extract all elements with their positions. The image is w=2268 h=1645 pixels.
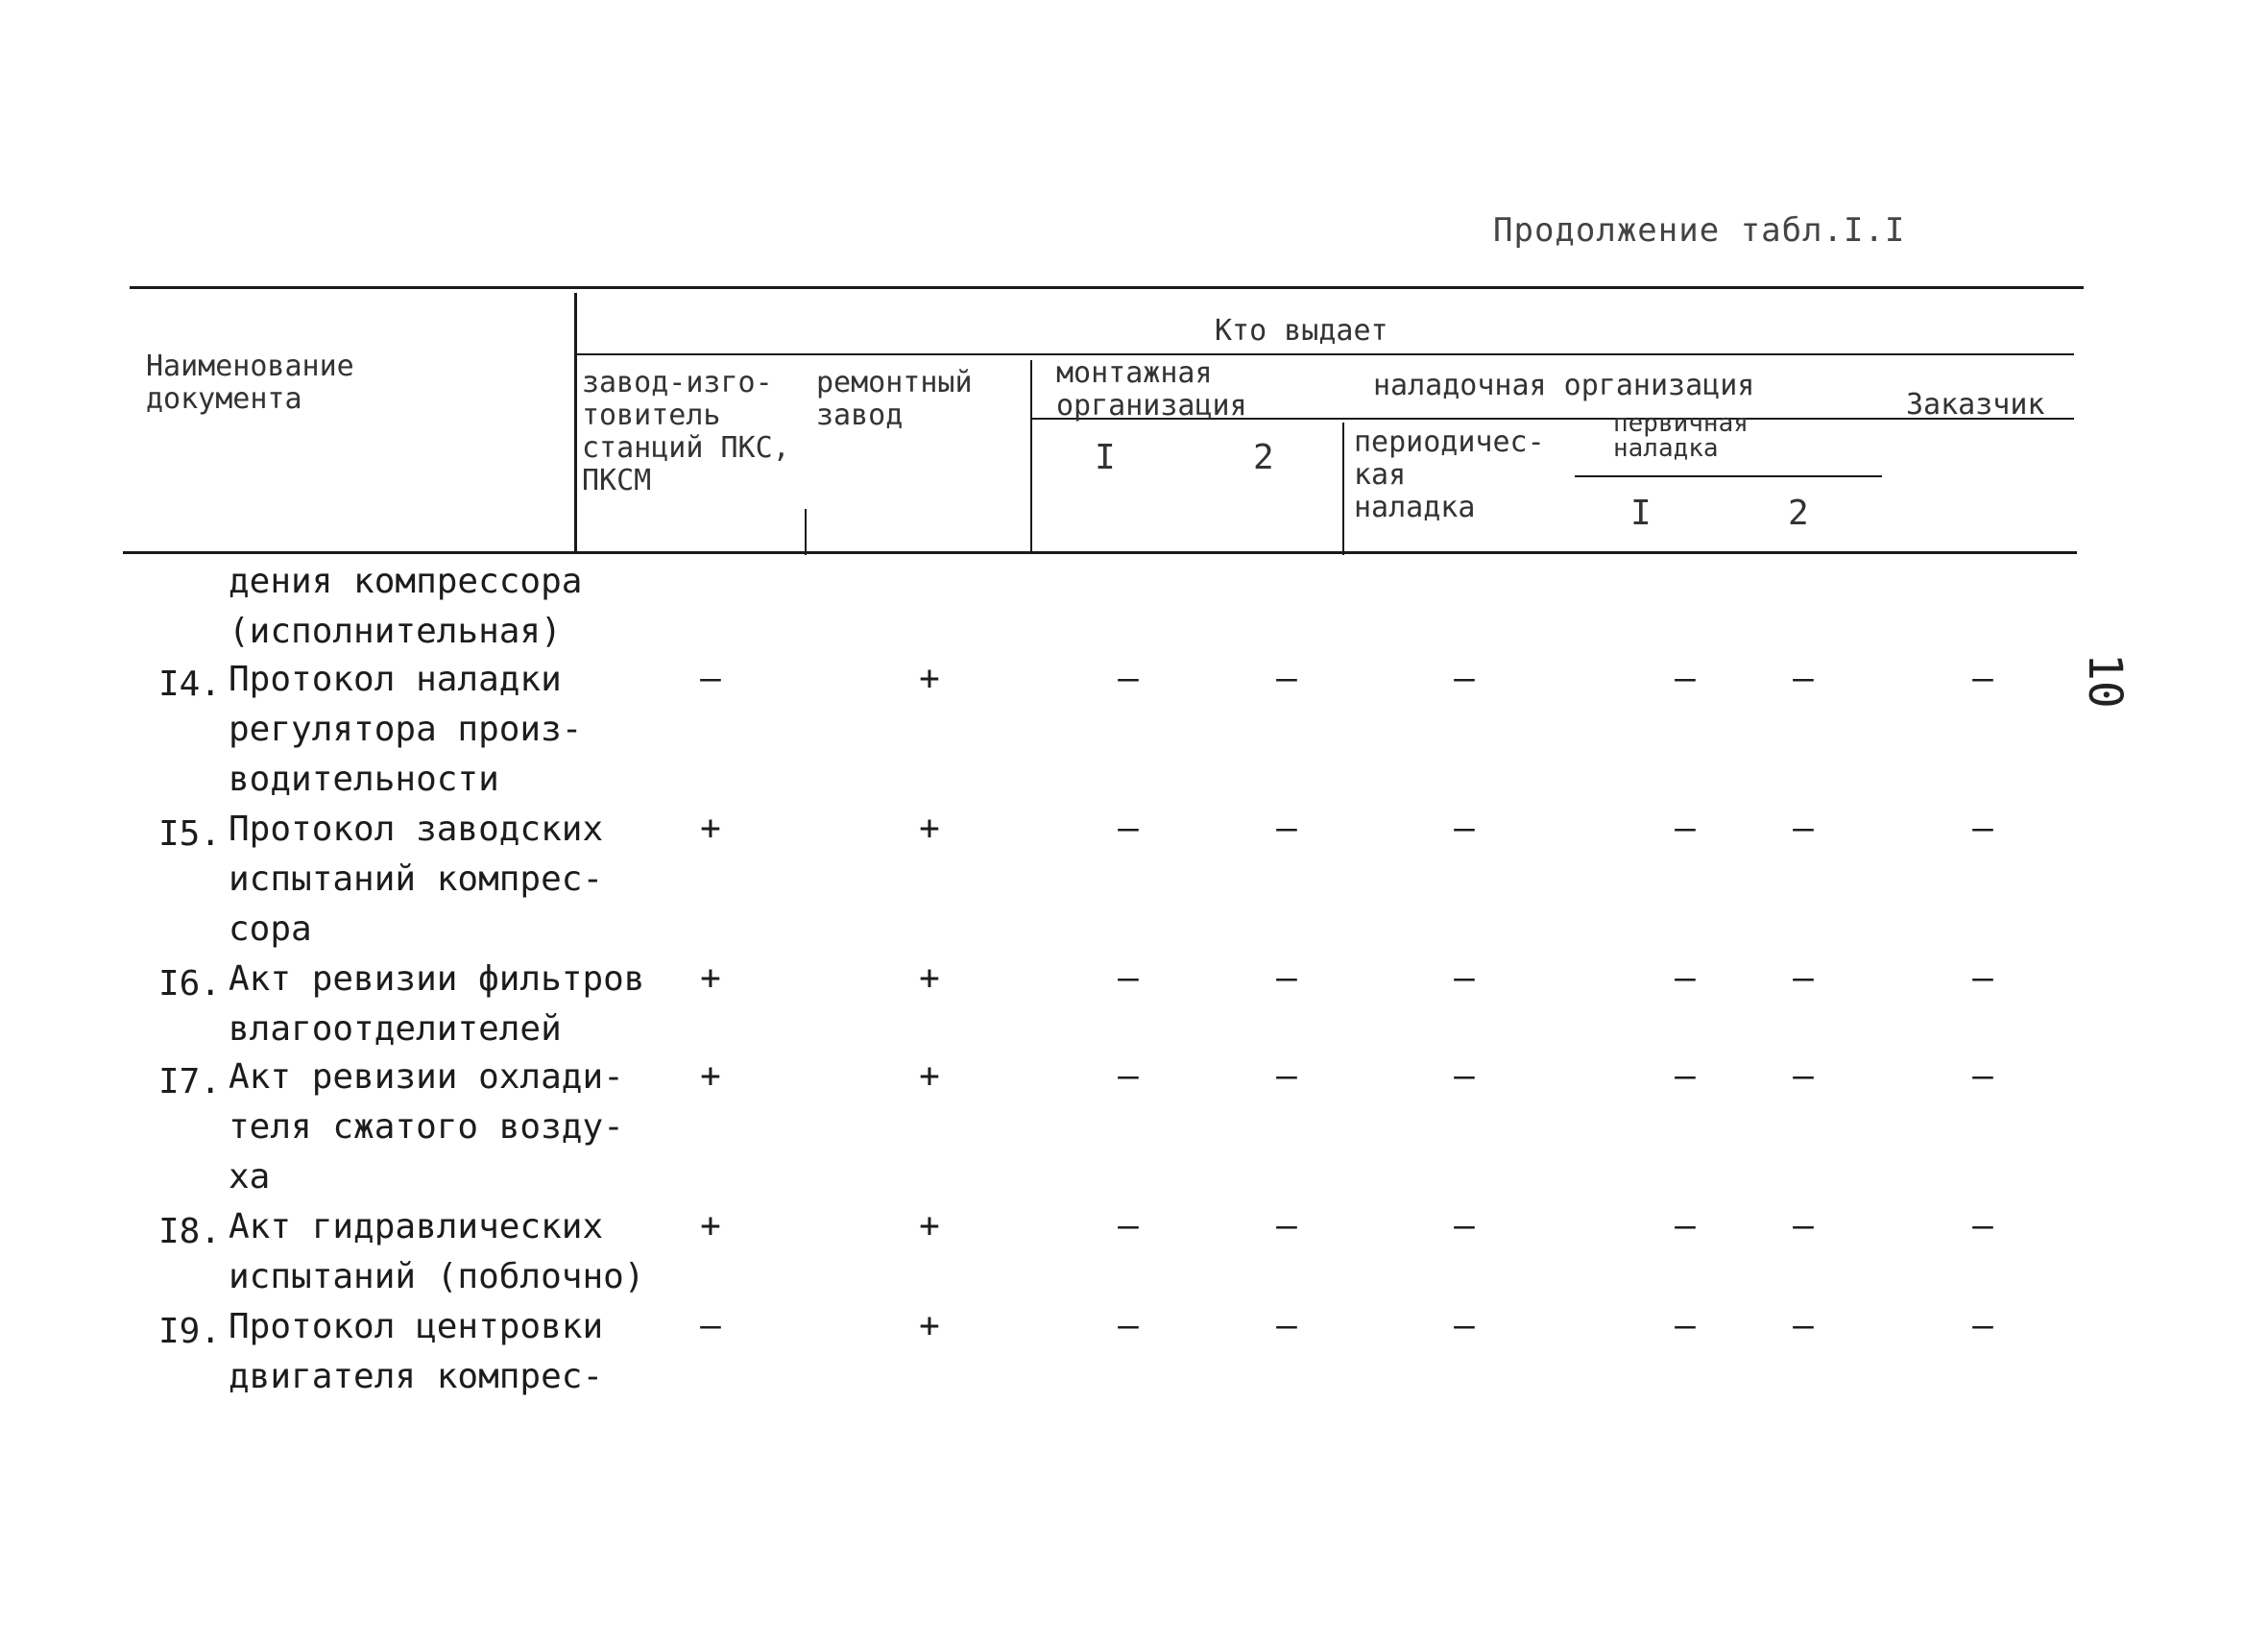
row-number: I4.	[157, 665, 221, 704]
row-mark: +	[919, 1206, 940, 1246]
header-customer: Заказчик	[1906, 388, 2045, 422]
row-mark: +	[700, 1056, 721, 1096]
row-mark: –	[1972, 1206, 1993, 1246]
header-who-fills: Кто выдает	[1215, 314, 1388, 348]
row-mark: –	[1118, 1306, 1139, 1345]
row-mark: –	[1276, 659, 1297, 698]
row-mark: –	[1118, 1056, 1139, 1096]
row-mark: –	[1276, 1306, 1297, 1345]
row-mark: –	[1972, 1056, 1993, 1096]
row-number: I5.	[157, 814, 221, 854]
row-mark: –	[1454, 958, 1475, 998]
row-mark: –	[1454, 1306, 1475, 1345]
row-document-name: Протокол центровки двигателя компрес-	[229, 1307, 604, 1396]
row-mark: –	[1972, 958, 1993, 998]
row-mark: –	[1793, 1056, 1814, 1096]
row-mark: +	[700, 1206, 721, 1246]
header-rule-primary	[1575, 475, 1882, 477]
table-caption: Продолжение табл.I.I	[1493, 211, 1906, 250]
row-mark: –	[700, 659, 721, 698]
header-primary-setup: первичная наладка	[1613, 409, 1749, 463]
header-name-column: Наименование документа	[146, 350, 354, 416]
row-mark: –	[1454, 659, 1475, 698]
row-document-name: Акт ревизии охлади- теля сжатого возду- ха	[229, 1057, 624, 1197]
row-mark: –	[1118, 809, 1139, 848]
row-mark: +	[919, 1056, 940, 1096]
header-periodic-setup: периодичес- кая наладка	[1354, 425, 1545, 524]
row-mark: –	[1972, 659, 1993, 698]
divider-name-col	[574, 293, 577, 554]
row-mark: +	[919, 1306, 940, 1345]
row-mark: –	[1793, 809, 1814, 848]
row-mark: –	[1793, 659, 1814, 698]
row-mark: –	[1793, 1306, 1814, 1345]
header-mounting-1: I	[1095, 438, 1116, 477]
header-primary-2: 2	[1788, 494, 1809, 533]
row-mark: –	[1972, 1306, 1993, 1345]
row-mark: –	[1118, 659, 1139, 698]
row-mark: +	[919, 958, 940, 998]
row-mark: –	[1675, 1306, 1696, 1345]
header-mounting-org: монтажная организация	[1056, 356, 1247, 423]
row-number: I7.	[157, 1062, 221, 1101]
row-number: I6.	[157, 964, 221, 1004]
divider-repair-col	[1030, 360, 1032, 554]
row-mark: –	[1276, 1056, 1297, 1096]
row-document-name: Акт ревизии фильтров влагоотделителей	[229, 959, 645, 1049]
row-mark: –	[700, 1306, 721, 1345]
row-mark: –	[1454, 1206, 1475, 1246]
divider-factory-col	[805, 509, 807, 555]
row-mark: +	[700, 809, 721, 848]
row-document-name: Протокол заводских испытаний компрес- сора	[229, 810, 604, 949]
header-setup-org: наладочная организация	[1373, 369, 1755, 402]
page-number: 10	[2078, 653, 2132, 709]
table-top-rule	[130, 286, 2084, 289]
header-repair-plant: ремонтный завод	[816, 366, 973, 432]
row-number: I9.	[157, 1312, 221, 1351]
header-rule-who	[576, 353, 2074, 355]
row-mark: –	[1276, 958, 1297, 998]
row-mark: –	[1972, 809, 1993, 848]
row-mark: –	[1454, 809, 1475, 848]
row-mark: –	[1118, 1206, 1139, 1246]
row-mark: –	[1675, 659, 1696, 698]
row-document-name: Акт гидравлических испытаний (поблочно)	[229, 1207, 645, 1296]
row-mark: –	[1454, 1056, 1475, 1096]
row-mark: –	[1675, 1056, 1696, 1096]
row-mark: –	[1793, 1206, 1814, 1246]
row-mark: –	[1675, 809, 1696, 848]
header-primary-1: I	[1630, 494, 1652, 533]
row-mark: –	[1118, 958, 1139, 998]
row-mark: +	[919, 809, 940, 848]
row-mark: +	[919, 659, 940, 698]
header-bottom-rule	[123, 551, 2077, 554]
row-mark: –	[1793, 958, 1814, 998]
divider-mount-col	[1342, 423, 1344, 555]
row-document-name: Протокол наладки регулятора произ- водительности	[229, 660, 583, 799]
header-factory: завод-изго- товитель станций ПКС, ПКСМ	[582, 366, 790, 497]
row-mark: –	[1276, 809, 1297, 848]
row-number: I8.	[157, 1212, 221, 1251]
header-mounting-2: 2	[1253, 438, 1274, 477]
row-mark: –	[1276, 1206, 1297, 1246]
row-mark: +	[700, 958, 721, 998]
row-mark: –	[1675, 958, 1696, 998]
row-mark: –	[1675, 1206, 1696, 1246]
row-document-name: дения компрессора (исполнительная)	[229, 562, 583, 651]
